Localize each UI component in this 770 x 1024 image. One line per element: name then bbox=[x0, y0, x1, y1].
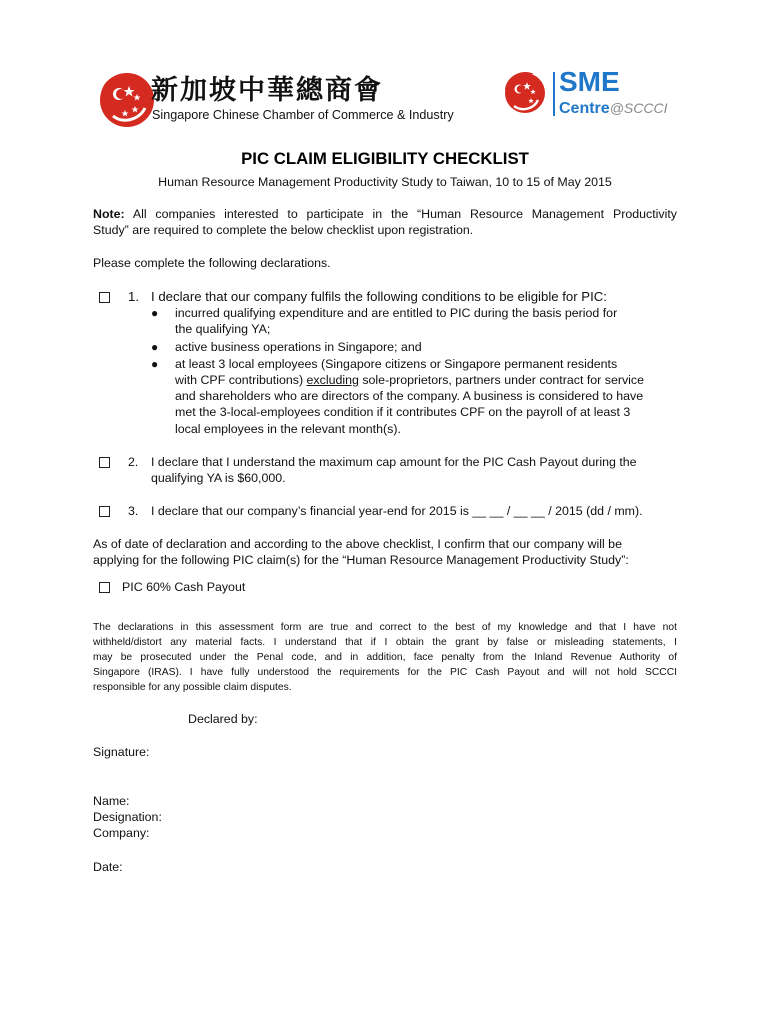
disclaimer-line-4: Singapore (IRAS). I have fully understood the requirements for the PIC Cash Payout and will not hold SCCCI bbox=[93, 667, 677, 678]
instruction-text: Please complete the following declarations. bbox=[93, 256, 331, 270]
sme-wordmark: SME bbox=[559, 66, 620, 97]
declaration-2-checkbox[interactable] bbox=[99, 457, 110, 468]
declaration-3-checkbox[interactable] bbox=[99, 506, 110, 517]
declaration-1-text: I declare that our company fulfils the following conditions to be eligible for PIC: bbox=[151, 289, 607, 304]
page-title: PIC CLAIM ELIGIBILITY CHECKLIST bbox=[241, 149, 529, 168]
disclaimer-line-5: responsible for any possible claim disputes. bbox=[93, 682, 292, 693]
sme-emblem-icon bbox=[500, 68, 548, 116]
pic-cash-payout-checkbox[interactable] bbox=[99, 582, 110, 593]
declaration-2-line-1: I declare that I understand the maximum cap amount for the PIC Cash Payout during the bbox=[151, 455, 637, 469]
pic-cash-payout-label: PIC 60% Cash Payout bbox=[122, 580, 246, 594]
sccci-english-name: Singapore Chinese Chamber of Commerce & Industry bbox=[152, 108, 454, 122]
confirmation-line-2: applying for the following PIC claim(s) for the “Human Resource Management Productivity Study”: bbox=[93, 553, 629, 567]
disclaimer-line-3: may be prosecuted under the Penal code, and in addition, face penalty from the Inland Revenue Authority of bbox=[93, 652, 677, 663]
date-label: Date: bbox=[93, 860, 123, 874]
designation-label: Designation: bbox=[93, 810, 162, 824]
bullet-icon: ● bbox=[151, 306, 159, 320]
page-subtitle: Human Resource Management Productivity Study to Taiwan, 10 to 15 of May 2015 bbox=[158, 175, 612, 189]
note-line-1: All companies interested to participate in the “Human Resource Management Productivity bbox=[132, 207, 677, 221]
declaration-1-checkbox[interactable] bbox=[99, 292, 110, 303]
declared-by-label: Declared by: bbox=[188, 712, 258, 726]
sme-centre-text: Centre bbox=[559, 100, 610, 117]
declaration-1-number: 1. bbox=[128, 289, 139, 304]
disclaimer-line-2: withheld/distort any material facts. I understand that if I obtain the grant by false or misleading statements, I bbox=[93, 637, 677, 648]
bullet-3-line-2-pre: with CPF contributions) bbox=[175, 373, 307, 387]
bullet-3-excluding: excluding bbox=[306, 373, 359, 387]
bullet-1-line-1: incurred qualifying expenditure and are entitled to PIC during the basis period for bbox=[175, 306, 618, 320]
bullet-1-line-2: the qualifying YA; bbox=[175, 322, 271, 336]
confirmation-line-1: As of date of declaration and according to the above checklist, I confirm that our company will be bbox=[93, 537, 622, 551]
declaration-2-line-2: qualifying YA is $60,000. bbox=[151, 471, 286, 485]
note-label: Note: bbox=[93, 207, 125, 221]
bullet-3-line-2 bbox=[175, 372, 644, 388]
bullet-3-line-1: at least 3 local employees (Singapore citizens or Singapore permanent residents bbox=[175, 357, 618, 371]
bullet-3-line-4: met the 3-local-employees condition if it contributes CPF on the payroll of at least 3 bbox=[175, 405, 631, 419]
disclaimer-line-1: The declarations in this assessment form are true and correct to the best of my knowledge and that I have not bbox=[93, 622, 677, 633]
company-label: Company: bbox=[93, 826, 150, 840]
sccci-chinese-name: 新加坡中華總商會 bbox=[151, 75, 383, 106]
declaration-3-text: I declare that our company’s financial year-end for 2015 is __ __ / __ __ / 2015 (dd / mm). bbox=[151, 504, 643, 518]
bullet-icon: ● bbox=[151, 357, 159, 371]
bullet-icon: ● bbox=[151, 340, 159, 354]
bullet-2-line-1: active business operations in Singapore; and bbox=[175, 340, 422, 354]
sccci-emblem-icon bbox=[93, 66, 157, 130]
bullet-3-line-2-post: sole-proprietors, partners under contract for service bbox=[358, 373, 644, 387]
signature-label: Signature: bbox=[93, 745, 150, 759]
declaration-2-number: 2. bbox=[128, 455, 139, 469]
sccci-logo bbox=[93, 66, 463, 132]
sme-centre-logo bbox=[500, 66, 680, 122]
sme-divider bbox=[553, 72, 555, 116]
name-label: Name: bbox=[93, 794, 130, 808]
note-line-2: Study” are required to complete the below checklist upon registration. bbox=[93, 223, 474, 237]
note-paragraph bbox=[93, 206, 677, 222]
bullet-3-line-5: local employees in the relevant month(s). bbox=[175, 422, 401, 436]
bullet-3-line-3: and shareholders who are directors of the company. A business is considered to have bbox=[175, 389, 644, 403]
sme-centre-line bbox=[559, 99, 667, 118]
sme-sccci-text: @SCCCI bbox=[609, 100, 668, 116]
declaration-3-number: 3. bbox=[128, 504, 139, 518]
